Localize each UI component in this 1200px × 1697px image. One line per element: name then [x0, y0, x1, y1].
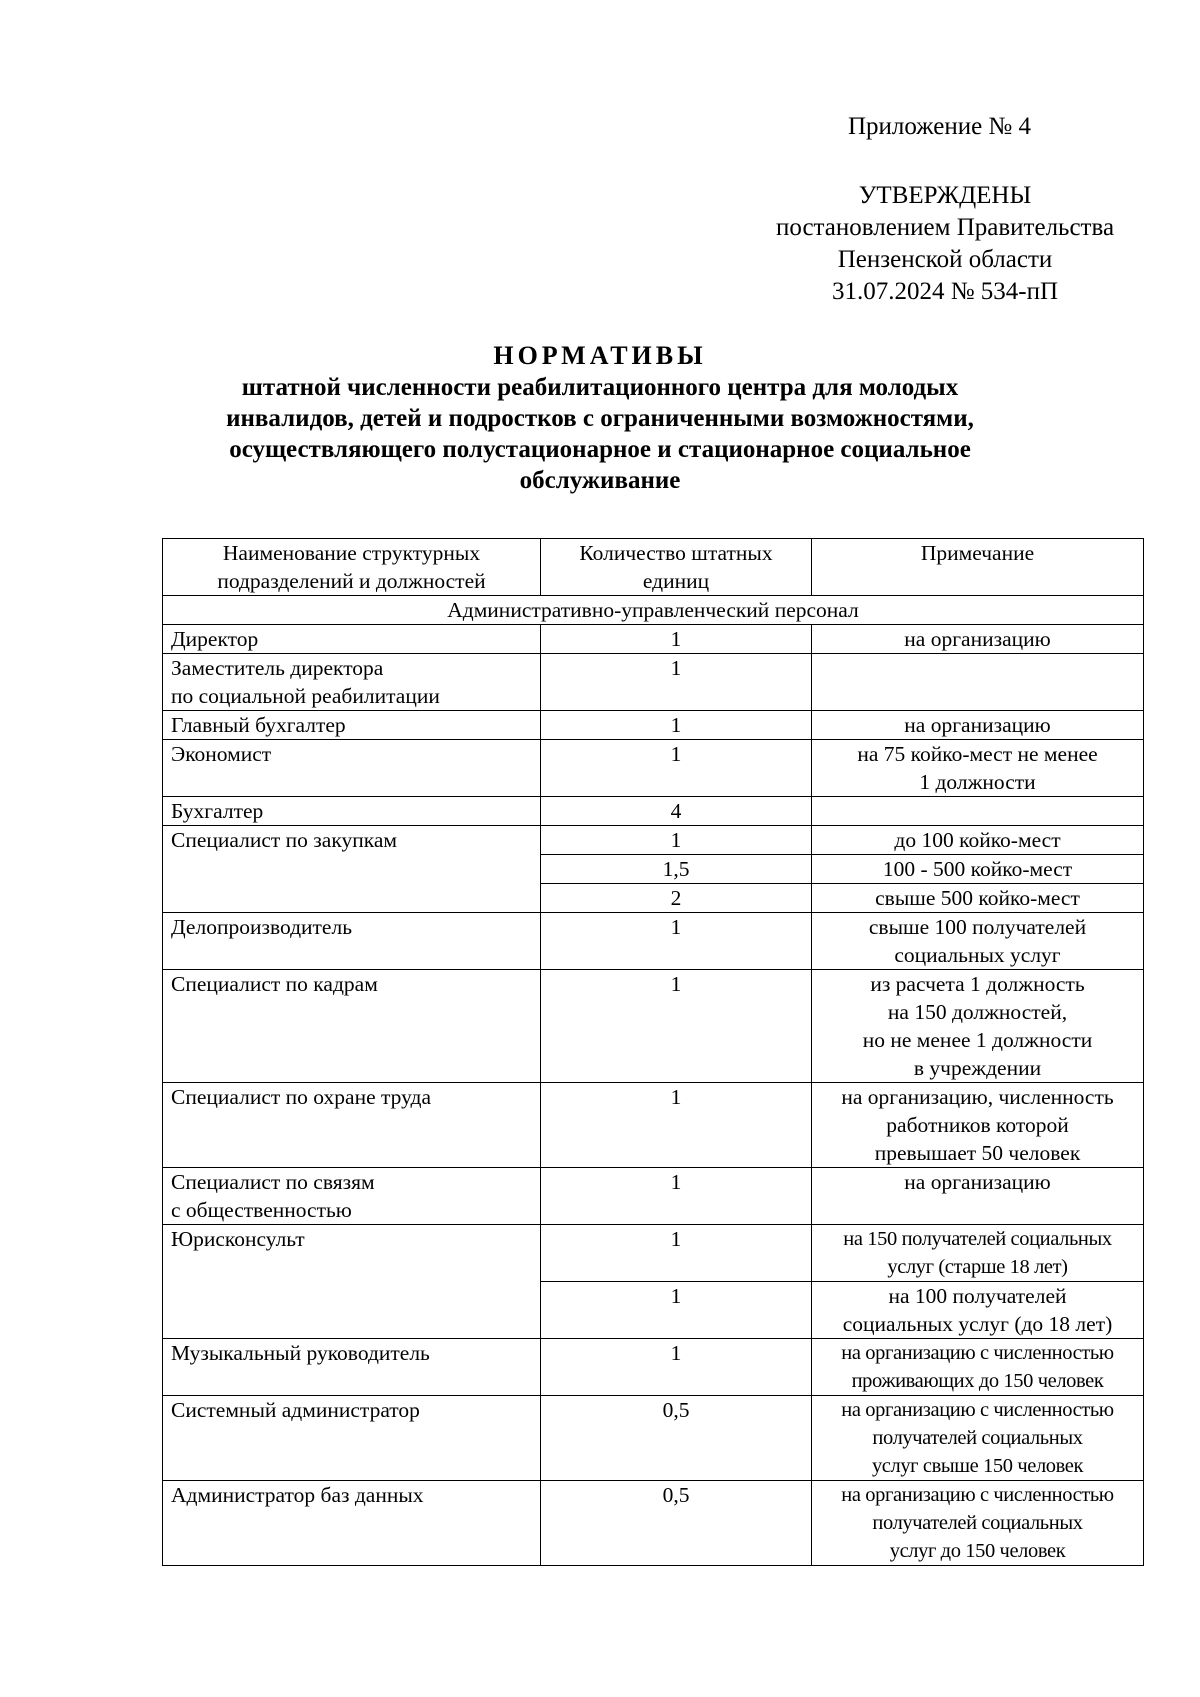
name-line: Специалист по охране труда [171, 1085, 431, 1109]
table-header-row [163, 539, 1144, 596]
note [812, 1481, 1144, 1566]
note-line: 100 - 500 койко-мест [882, 857, 1073, 881]
header-line: Наименование структурных [222, 541, 481, 565]
name-line: Делопроизводитель [171, 915, 353, 939]
name-line: Администратор баз данных [171, 1483, 424, 1507]
header-line: Количество штатных [579, 541, 773, 565]
name-line: Заместитель директора [171, 656, 384, 680]
staff-units: 1 [541, 826, 812, 855]
note-line: свыше 500 койко-мест [875, 886, 1080, 910]
note-line: на организацию, численность [841, 1085, 1114, 1109]
approval-date-number: 31.07.2024 № 534-пП [831, 278, 1059, 305]
table-row [163, 913, 1144, 970]
staff-units: 1 [541, 1339, 812, 1396]
name-line: с общественностью [171, 1198, 352, 1222]
name-line: Директор [171, 627, 259, 651]
name-line: Специалист по кадрам [171, 972, 378, 996]
name-line: Юрисконсульт [171, 1227, 305, 1251]
staff-units: 2 [541, 884, 812, 913]
note [812, 970, 1144, 1083]
table-row [163, 1339, 1144, 1396]
note [812, 711, 1144, 740]
note [812, 826, 1144, 855]
note [812, 740, 1144, 797]
header-line: подразделений и должностей [217, 569, 486, 593]
note [812, 625, 1144, 654]
note-line: на организацию [904, 713, 1051, 737]
note [812, 1168, 1144, 1225]
note-line: но не менее 1 должности [862, 1028, 1093, 1052]
note [812, 1396, 1144, 1481]
position-name [163, 1396, 541, 1481]
note-line: до 100 койко-мест [894, 828, 1061, 852]
approval-line: УТВЕРЖДЕНЫ [858, 182, 1032, 209]
staff-units: 1 [541, 625, 812, 654]
name-line: Системный администратор [171, 1398, 420, 1422]
position-name [163, 625, 541, 654]
note-line: на организацию с численностью [841, 1484, 1114, 1506]
staff-units: 0,5 [541, 1481, 812, 1566]
table-row [163, 625, 1144, 654]
header-qty [541, 539, 812, 596]
name-line: Специалист по связям [171, 1170, 375, 1194]
note-line: проживающих до 150 человек [851, 1370, 1104, 1392]
note [812, 855, 1144, 884]
table-row [163, 1083, 1144, 1168]
position-name [163, 970, 541, 1083]
note-line: услуг до 150 человек [889, 1540, 1066, 1562]
note-line: на организацию [904, 627, 1051, 651]
position-name [163, 1339, 541, 1396]
note-line: услуг (старше 18 лет) [887, 1256, 1068, 1278]
header-line: Примечание [920, 541, 1035, 565]
table-row [163, 711, 1144, 740]
name-line: по социальной реабилитации [171, 684, 440, 708]
position-name [163, 711, 541, 740]
staff-units: 1 [541, 1083, 812, 1168]
position-name [163, 913, 541, 970]
note-line: превышает 50 человек [874, 1141, 1081, 1165]
note-line: на организацию с численностью [841, 1342, 1114, 1364]
position-name [163, 740, 541, 797]
annex-number: Приложение № 4 [848, 113, 1032, 140]
note-line: из расчета 1 должность [870, 972, 1085, 996]
approval-line: постановлением Правительства [775, 214, 1115, 241]
staffing-norms-table [162, 538, 1144, 1566]
note-line: на 75 койко-мест не менее [857, 742, 1098, 766]
note [812, 1282, 1144, 1339]
note [812, 1225, 1144, 1282]
table-row [163, 970, 1144, 1083]
title-subtitle [160, 372, 1040, 496]
header-line: единиц [642, 569, 710, 593]
position-name [163, 1225, 541, 1339]
note-line: на организацию [904, 1170, 1051, 1194]
title-main: НОРМАТИВЫ [493, 341, 707, 370]
staff-units: 1 [541, 970, 812, 1083]
note [812, 1083, 1144, 1168]
position-name [163, 654, 541, 711]
table-row [163, 797, 1144, 826]
note-line: на организацию с численностью [841, 1399, 1114, 1421]
name-line: Главный бухгалтер [171, 713, 346, 737]
staff-units: 1 [541, 1225, 812, 1282]
note-line: на 100 получателей [888, 1284, 1067, 1308]
note [812, 654, 1144, 711]
position-name [163, 1168, 541, 1225]
note-line: получателей социальных [872, 1512, 1083, 1534]
note [812, 913, 1144, 970]
note-line: социальных услуг [894, 943, 1061, 967]
section-title: Административно-управленческий персонал [163, 596, 1144, 625]
position-name [163, 1083, 541, 1168]
staff-units: 1 [541, 913, 812, 970]
position-name [163, 797, 541, 826]
title-line: инвалидов, детей и подростков с ограниченными возможностями, [226, 405, 974, 432]
approval-stamp [740, 180, 1150, 308]
note-line: свыше 100 получателей [868, 915, 1087, 939]
note-line: на 150 получателей социальных [843, 1228, 1112, 1250]
name-line: Экономист [171, 742, 272, 766]
name-line: Специалист по закупкам [171, 828, 398, 852]
staff-units: 1,5 [541, 855, 812, 884]
table-row [163, 1481, 1144, 1566]
document-title [160, 340, 1040, 496]
staff-units: 0,5 [541, 1396, 812, 1481]
section-row [163, 596, 1144, 625]
note-line: 1 должности [919, 770, 1036, 794]
position-name [163, 1481, 541, 1566]
note-line: на 150 должностей, [887, 1000, 1068, 1024]
table-row [163, 740, 1144, 797]
table-row [163, 1168, 1144, 1225]
note-line: в учреждении [913, 1056, 1042, 1080]
staff-units: 1 [541, 711, 812, 740]
staff-units: 1 [541, 1168, 812, 1225]
note-line: получателей социальных [872, 1427, 1083, 1449]
table-row [163, 1225, 1144, 1282]
note [812, 797, 1144, 826]
approval-line: Пензенской области [837, 246, 1053, 273]
staff-units: 4 [541, 797, 812, 826]
table-row [163, 826, 1144, 855]
header-name [163, 539, 541, 596]
header-note [812, 539, 1144, 596]
table-row [163, 654, 1144, 711]
note-line: социальных услуг (до 18 лет) [842, 1312, 1113, 1336]
staff-units: 1 [541, 654, 812, 711]
title-line: штатной численности реабилитационного центра для молодых [241, 374, 959, 401]
title-line: осуществляющего полустационарное и стационарное социальное [229, 436, 971, 463]
note-line: услуг свыше 150 человек [871, 1455, 1084, 1477]
title-line: обслуживание [519, 467, 681, 494]
note [812, 884, 1144, 913]
position-name [163, 826, 541, 913]
table-row [163, 1396, 1144, 1481]
note [812, 1339, 1144, 1396]
staff-units: 1 [541, 1282, 812, 1339]
name-line: Музыкальный руководитель [171, 1341, 430, 1365]
note-line: работников которой [886, 1113, 1069, 1137]
staff-units: 1 [541, 740, 812, 797]
name-line: Бухгалтер [171, 799, 264, 823]
